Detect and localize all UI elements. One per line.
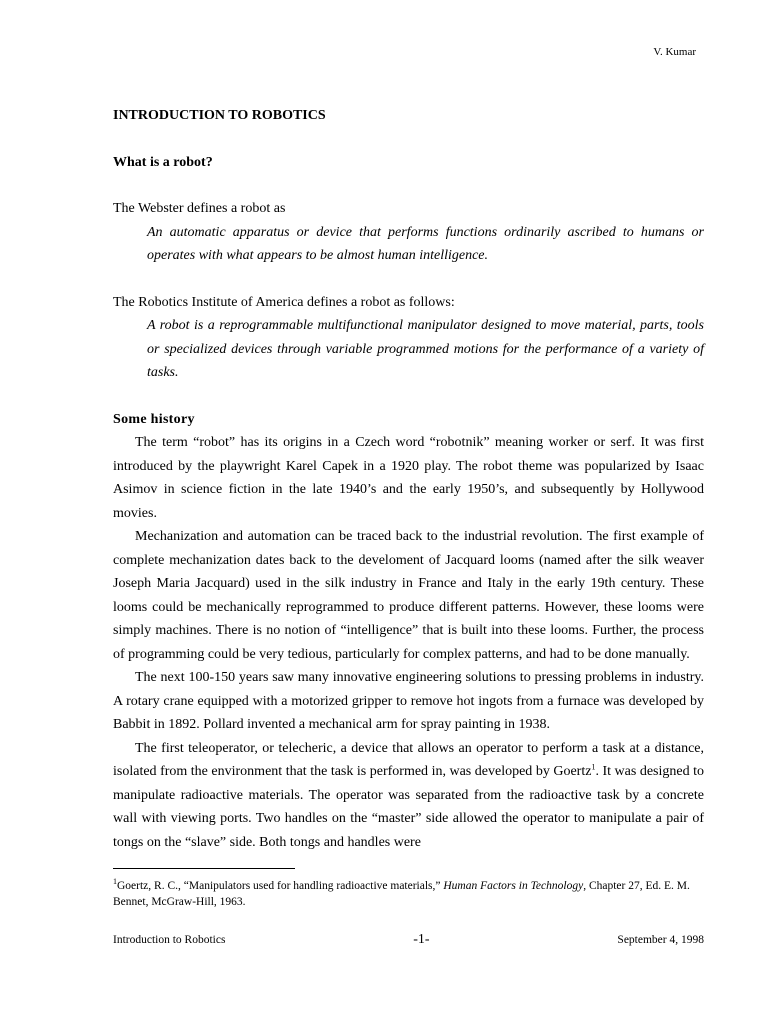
footnote-reference[interactable]: 1 [591, 762, 596, 772]
footnote-divider [113, 868, 295, 869]
page-footer [113, 934, 704, 948]
footnote-text-start: Goertz, R. C., “Manipulators used for handling radioactive materials,” [117, 879, 444, 892]
page-title: INTRODUCTION TO ROBOTICS [113, 108, 326, 123]
section-heading-history: Some history [113, 411, 195, 427]
history-paragraph-4 [113, 737, 704, 855]
footer-date: September 4, 1998 [617, 934, 704, 946]
webster-intro: The Webster defines a robot as [113, 201, 286, 216]
main-content [113, 104, 704, 854]
footnote-book-title: Human Factors in Technology [443, 879, 584, 892]
webster-definition: An automatic apparatus or device that performs functions ordinarily ascribed to humans or operates with what appears to be almost human intelligence. [147, 224, 704, 263]
page-number: -1- [413, 932, 430, 947]
history-paragraph-3: The next 100-150 years saw many innovative engineering solutions to pressing problems in industry. A rotary crane equipped with a motorized gripper to remove hot ingots from a furnace was developed by Babbit in 1892. Pollard invented a mechanical arm for spray painting in 1938. [113, 670, 704, 732]
header-author: V. Kumar [653, 46, 696, 58]
footnote [113, 874, 704, 910]
ria-definition: A robot is a reprogrammable multifunctional manipulator designed to move material, parts, tools or specialized devices through variable programmed motions for the performance of a variety of tasks. [147, 318, 704, 380]
history-paragraph-2: Mechanization and automation can be traced back to the industrial revolution. The first example of complete mechanization dates back to the develoment of Jacquard looms (named after the silk weaver Joseph Maria Jacquard) used in the silk industry in France and Italy in the early 19th century. These looms could be mechanically reprogrammed to produce different patterns. However, these looms were simply machines. There is no notion of “intelligence” that is built into these looms. Further, the process of programming could be very tedious, particularly for complex patterns, and had to be done manually. [113, 529, 704, 662]
footnote-text-end: , Chapter 27, Ed. E. M. Bennet, McGraw-Hill, 1963. [113, 879, 690, 908]
paragraph-4-text-start: The first teleoperator, or telecheric, a device that allows an operator to perform a task at a distance, isolated from the environment that the task is performed in, was developed by Goertz [113, 740, 704, 779]
ria-intro: The Robotics Institute of America defines a robot as follows: [113, 294, 455, 310]
footer-title: Introduction to Robotics [113, 934, 226, 946]
history-paragraph-1: The term “robot” has its origins in a Czech word “robotnik” meaning worker or serf. It was first introduced by the playwright Karel Capek in a 1920 play. The robot theme was popularized by Isaac Asimov in science fiction in the late 1940’s and the early 1950’s, and subsequently by Hollywood movies. [113, 435, 704, 521]
paragraph-4-text-end: . It was designed to manipulate radioactive materials. The operator was separated from the radioactive task by a concrete wall with viewing ports. Two handles on the “master” side allowed the operator to manipulate a pair of tongs on the “slave” side. Both tongs and handles were [113, 764, 704, 850]
footnote-mark: 1 [113, 877, 117, 886]
section-heading-what-is-robot: What is a robot? [113, 154, 213, 170]
